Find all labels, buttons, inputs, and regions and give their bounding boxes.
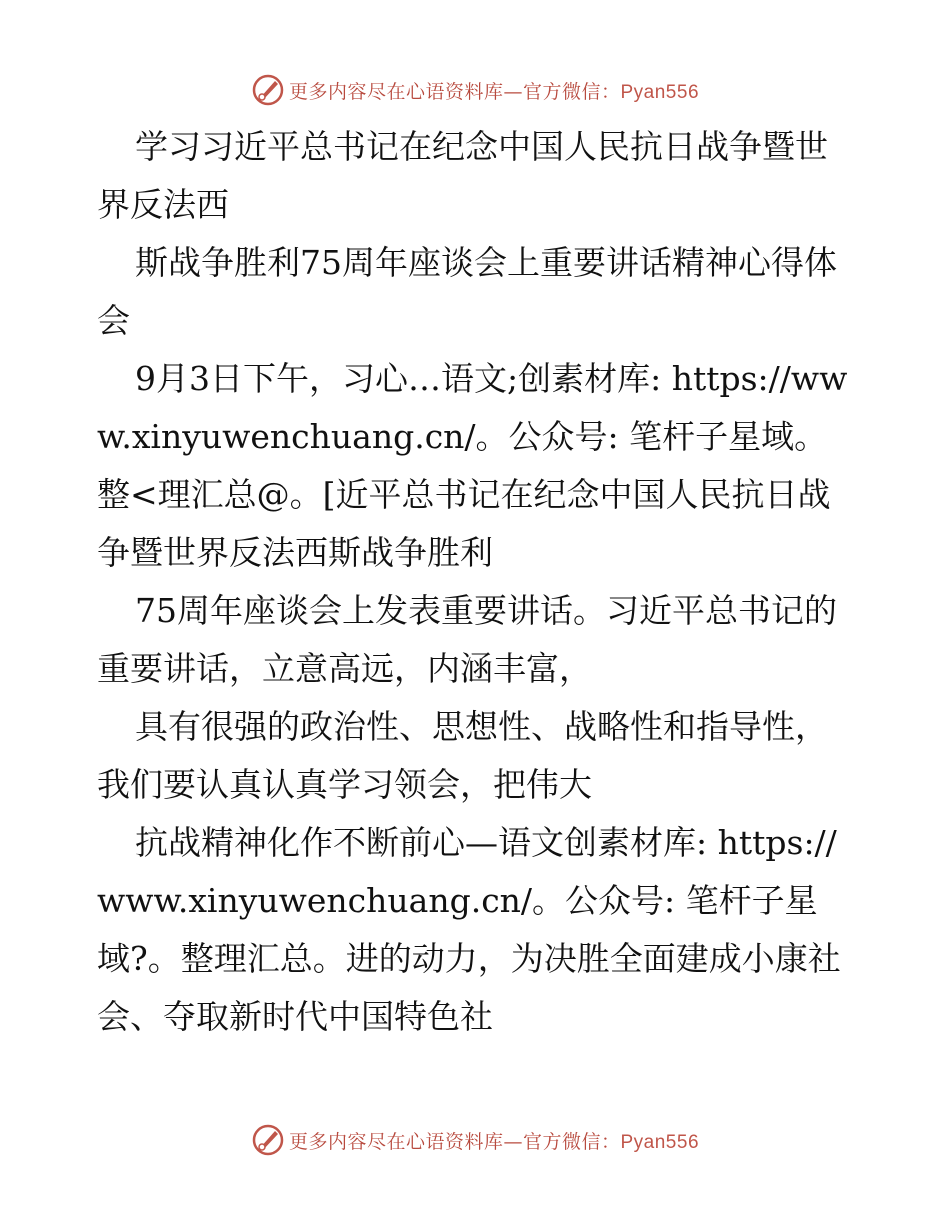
paragraph-speech: 75周年座谈会上发表重要讲话。习近平总书记的重要讲话，立意高远，内涵丰富， xyxy=(97,591,837,688)
footer-watermark xyxy=(0,1120,950,1160)
header-watermark xyxy=(0,70,950,110)
paragraph-intro: 9月3日下午，习心…语文;创素材库: https://www.xinyuwenchuang.cn/。公众号: 笔杆子星域。整<理汇总@。[近平总书记在纪念中国人民抗日战争暨世界反法西斯战争胜利 xyxy=(97,359,848,572)
quill-logo-icon xyxy=(251,73,285,107)
document-body xyxy=(97,118,857,1046)
paragraph-significance: 具有很强的政治性、思想性、战略性和指导性，我们要认真认真学习领会，把伟大 xyxy=(97,707,828,804)
paragraph-title-cont: 斯战争胜利75周年座谈会上重要讲话精神心得体会 xyxy=(97,243,837,340)
paragraph-title: 学习习近平总书记在纪念中国人民抗日战争暨世界反法西 xyxy=(97,127,828,224)
quill-logo-icon xyxy=(251,1123,285,1157)
header-watermark-text: 更多内容尽在心语资料库—官方微信：Pyan556 xyxy=(288,80,700,103)
footer-watermark-text: 更多内容尽在心语资料库—官方微信：Pyan556 xyxy=(288,1130,700,1153)
paragraph-motivation: 抗战精神化作不断前心—语文创素材库: https://www.xinyuwenchuang.cn/。公众号: 笔杆子星域?。整理汇总。进的动力，为决胜全面建成小康社会、夺取新时代中国特色社 xyxy=(97,823,841,1036)
